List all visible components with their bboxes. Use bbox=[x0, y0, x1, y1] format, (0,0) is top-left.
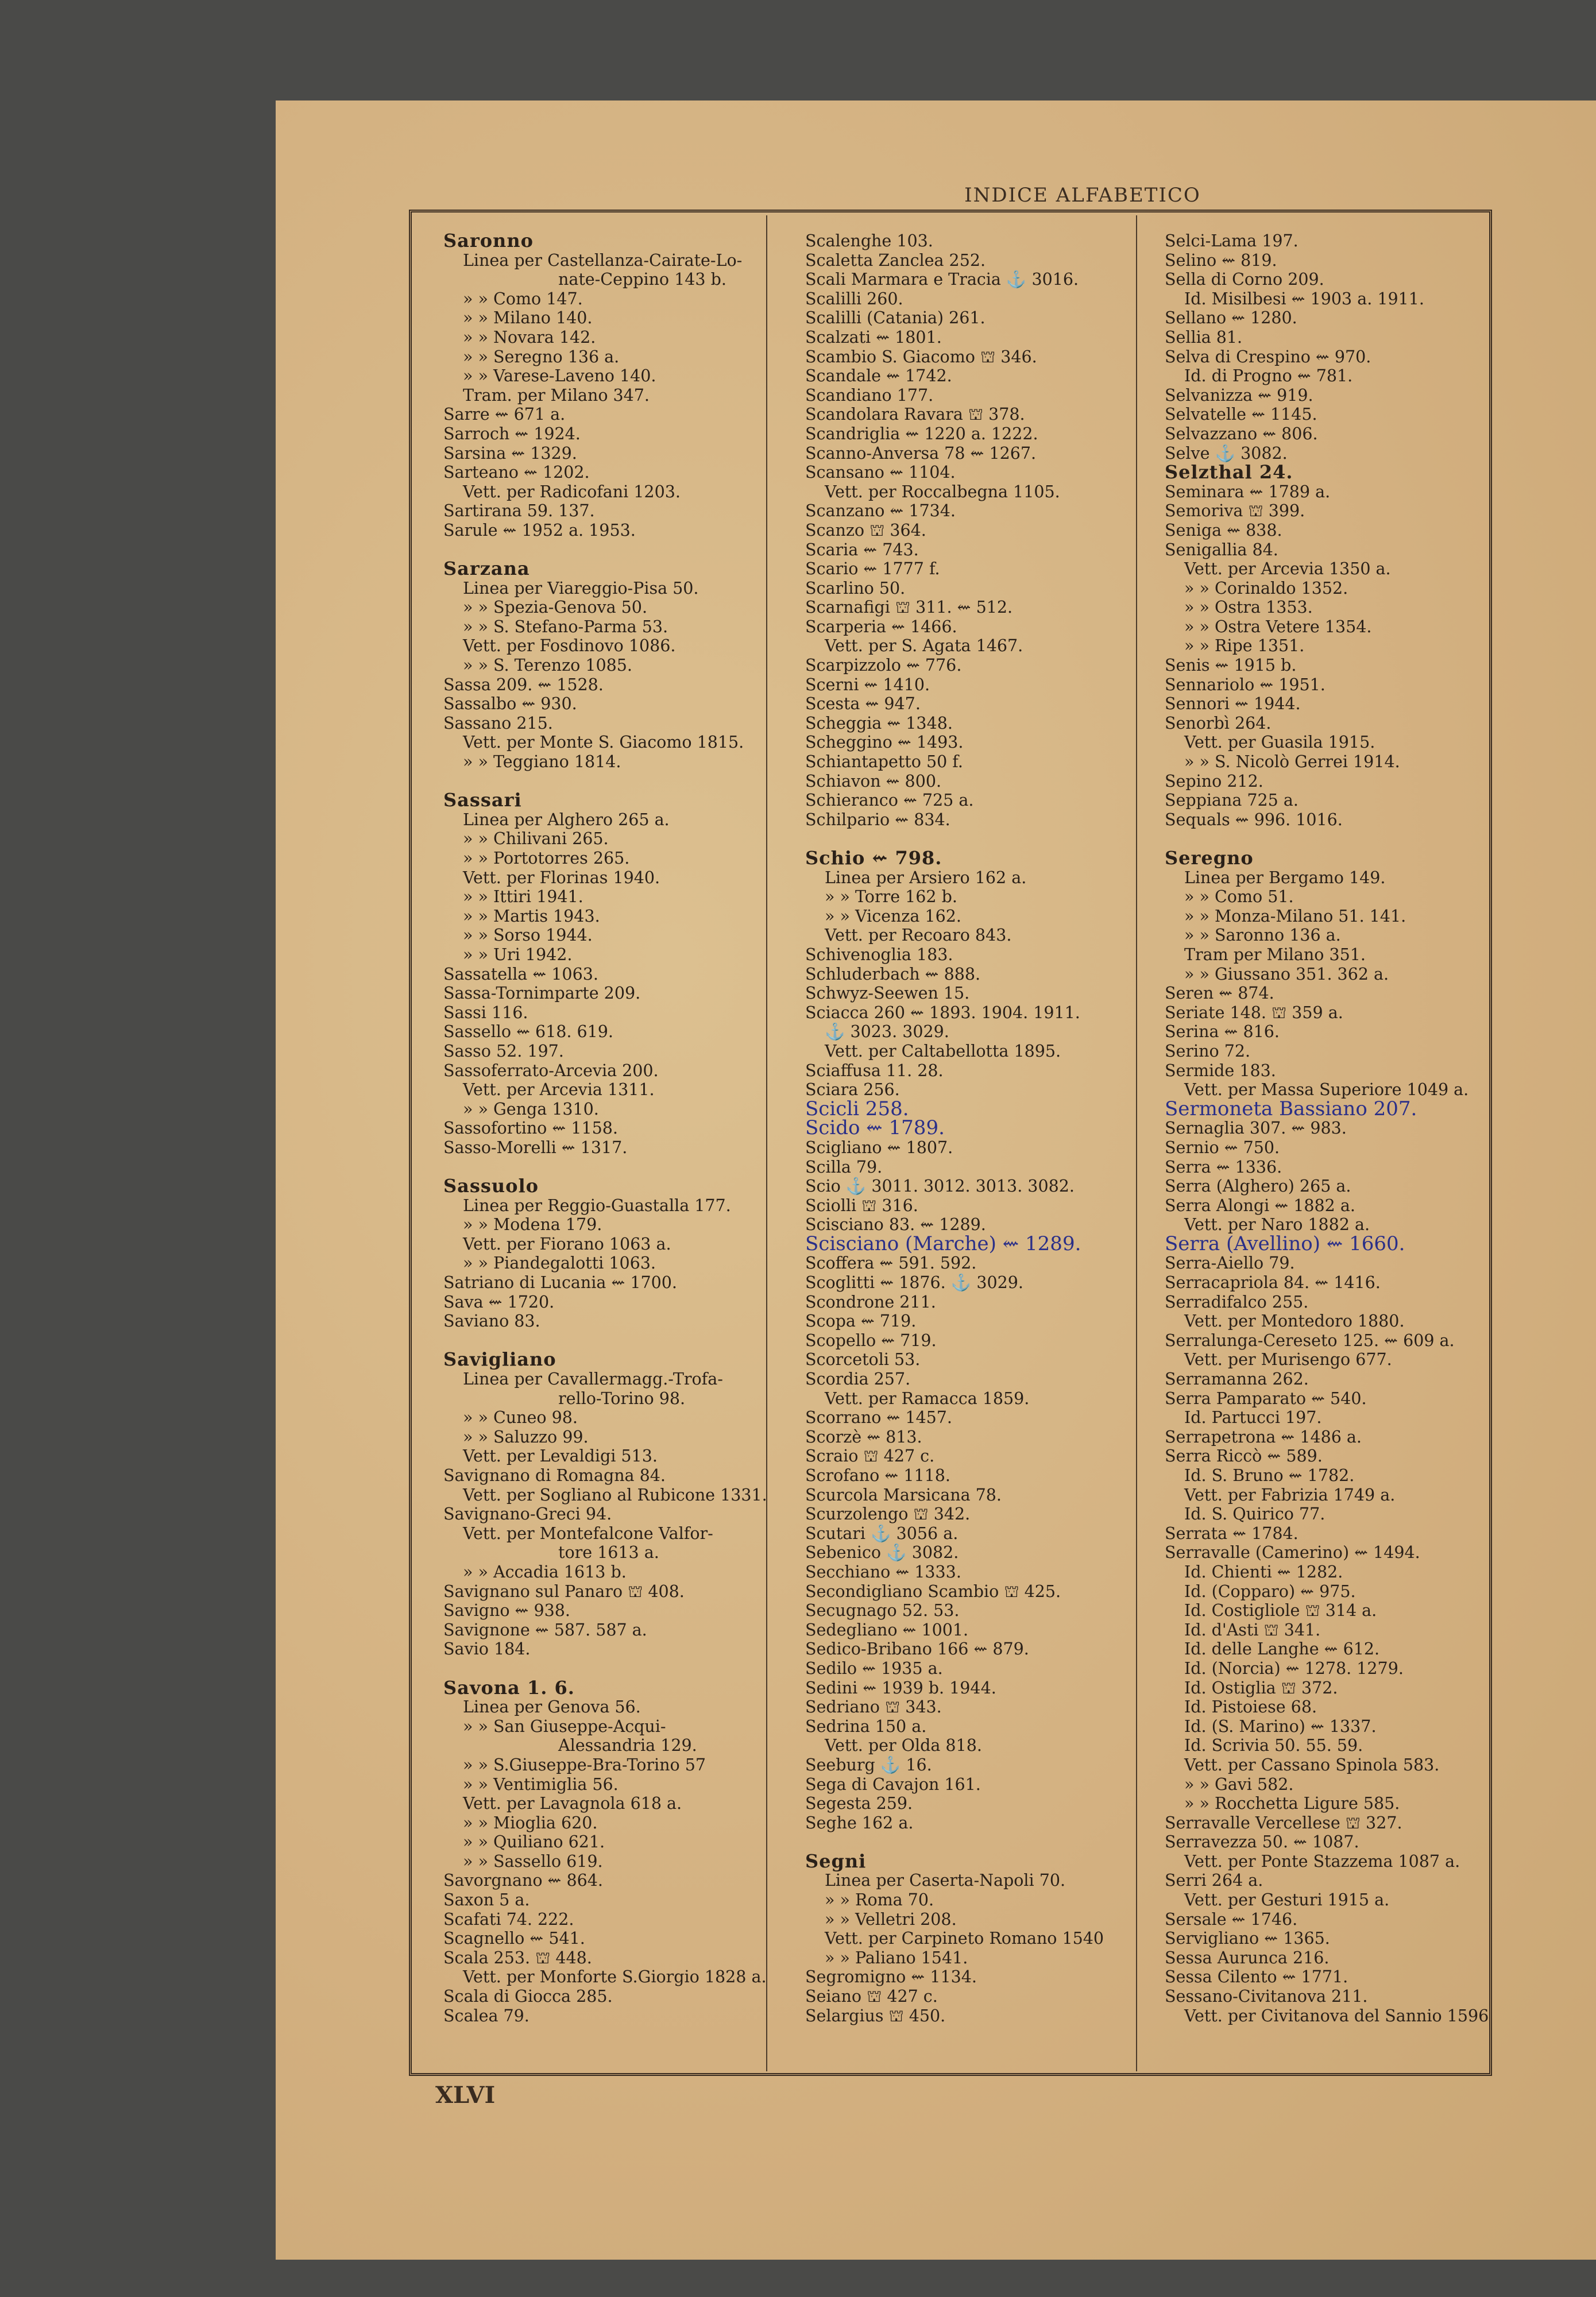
index-entry: Serra Riccò ⇜ 589. bbox=[1165, 1447, 1323, 1466]
index-entry: Satriano di Lucania ⇜ 1700. bbox=[443, 1273, 677, 1293]
index-entry: Tram. per Milano 347. bbox=[463, 385, 650, 405]
index-entry: Linea per Castellanza-Cairate-Lo- bbox=[463, 250, 743, 270]
index-entry: Scalilli 260. bbox=[805, 289, 903, 308]
index-entry: Vett. per Florinas 1940. bbox=[463, 868, 660, 887]
index-entry: Scido ⇜ 1789. bbox=[805, 1116, 945, 1140]
index-entry: » » Saluzzo 99. bbox=[463, 1427, 589, 1447]
index-entry: » » Sassello 619. bbox=[463, 1851, 603, 1871]
page-number: XLVI bbox=[435, 2082, 496, 2109]
index-entry: Sarule ⇜ 1952 a. 1953. bbox=[443, 520, 636, 540]
index-entry: Scambio S. Giacomo ⛫ 346. bbox=[805, 347, 1037, 366]
index-entry: Vett. per Levaldigi 513. bbox=[463, 1447, 658, 1466]
index-heading: Savigliano bbox=[443, 1348, 557, 1371]
index-entry: Serra (Avellino) ⇜ 1660. bbox=[1165, 1232, 1405, 1255]
index-entry bbox=[1165, 829, 1515, 849]
index-entry: Vett. per Gesturi 1915 a. bbox=[1184, 1890, 1390, 1910]
index-entry: Sciacca 260 ⇜ 1893. 1904. 1911. bbox=[805, 1003, 1080, 1022]
index-entry bbox=[443, 540, 794, 560]
index-entry: Linea per Reggio-Guastalla 177. bbox=[463, 1196, 731, 1215]
index-entry: » » Ittiri 1941. bbox=[463, 887, 583, 907]
index-entry: Scordia 257. bbox=[805, 1370, 911, 1389]
index-entry: » » Como 51. bbox=[1184, 887, 1294, 907]
index-entry: » » Rocchetta Ligure 585. bbox=[1184, 1794, 1400, 1813]
index-entry: Sersale ⇜ 1746. bbox=[1165, 1909, 1298, 1929]
index-entry: Vett. per Recoaro 843. bbox=[825, 926, 1012, 945]
index-entry: » » Teggiano 1814. bbox=[463, 752, 621, 772]
index-entry: Scandriglia ⇜ 1220 a. 1222. bbox=[805, 424, 1038, 443]
index-entry: Selci-Lama 197. bbox=[1165, 231, 1299, 250]
index-column-3 bbox=[1165, 231, 1515, 2025]
index-entry: » » Como 147. bbox=[463, 289, 583, 308]
index-entry: Scurzolengo ⛫ 342. bbox=[805, 1505, 971, 1524]
index-entry bbox=[443, 1158, 794, 1177]
index-entry: Vett. per Arcevia 1311. bbox=[463, 1080, 655, 1100]
index-entry: Scandiano 177. bbox=[805, 385, 934, 405]
index-entry: Id. (S. Marino) ⇜ 1337. bbox=[1184, 1716, 1377, 1736]
index-entry: Scicli 258. bbox=[805, 1097, 909, 1120]
index-entry: Scio ⚓ 3011. 3012. 3013. 3082. bbox=[805, 1177, 1075, 1196]
index-entry: Scali Marmara e Tracia ⚓ 3016. bbox=[805, 270, 1079, 289]
index-entry: Scopa ⇜ 719. bbox=[805, 1312, 917, 1331]
index-entry: Saxon 5 a. bbox=[443, 1890, 530, 1910]
index-entry: » » Roma 70. bbox=[825, 1890, 934, 1910]
index-entry: Scilla 79. bbox=[805, 1157, 883, 1177]
index-entry: » » Varese-Laveno 140. bbox=[463, 366, 656, 386]
index-entry: Sella di Corno 209. bbox=[1165, 270, 1324, 289]
index-entry: Scisciano (Marche) ⇜ 1289. bbox=[805, 1232, 1081, 1255]
index-entry: Serravalle Vercellese ⛫ 327. bbox=[1165, 1813, 1402, 1832]
index-entry: Vett. per Arcevia 1350 a. bbox=[1184, 559, 1391, 579]
index-entry: ⚓ 3023. 3029. bbox=[825, 1022, 949, 1042]
index-heading: Savona 1. 6. bbox=[443, 1676, 575, 1699]
index-heading: Seregno bbox=[1165, 847, 1254, 869]
index-heading: Sassari bbox=[443, 789, 522, 811]
index-entry: Serina ⇜ 816. bbox=[1165, 1022, 1280, 1042]
index-entry: Scanzano ⇜ 1734. bbox=[805, 501, 956, 521]
index-entry: Sedrina 150 a. bbox=[805, 1716, 927, 1736]
index-entry: Sarsina ⇜ 1329. bbox=[443, 443, 577, 463]
index-entry: Sassello ⇜ 618. 619. bbox=[443, 1022, 613, 1042]
index-heading: Sarzana bbox=[443, 558, 530, 580]
index-entry: Sassa-Tornimparte 209. bbox=[443, 984, 641, 1003]
index-entry: Vett. per Murisengo 677. bbox=[1184, 1350, 1392, 1370]
index-entry: Seghe 162 a. bbox=[805, 1813, 914, 1832]
index-heading: Saronno bbox=[443, 230, 534, 252]
index-entry: Vett. per Montefalcone Valfor- bbox=[463, 1523, 713, 1543]
index-entry: Segromigno ⇜ 1134. bbox=[805, 1967, 977, 1987]
index-entry: Id. Chienti ⇜ 1282. bbox=[1184, 1562, 1343, 1581]
index-entry: Vett. per Civitanova del Sannio 1596 bbox=[1184, 2006, 1489, 2025]
index-entry: Scalilli (Catania) 261. bbox=[805, 308, 986, 328]
index-entry: Sega di Cavajon 161. bbox=[805, 1774, 981, 1794]
index-entry: Id. Costigliole ⛫ 314 a. bbox=[1184, 1601, 1377, 1621]
index-entry: Sedriano ⛫ 343. bbox=[805, 1697, 942, 1717]
index-column-1 bbox=[443, 231, 794, 2025]
index-entry: Vett. per Ponte Stazzema 1087 a. bbox=[1184, 1851, 1460, 1871]
index-entry: Id. Ostiglia ⛫ 372. bbox=[1184, 1678, 1338, 1697]
index-entry: » » Vicenza 162. bbox=[825, 906, 961, 926]
index-entry: Linea per Cavallermagg.-Trofa- bbox=[463, 1370, 723, 1389]
index-entry: Scandale ⇜ 1742. bbox=[805, 366, 952, 386]
index-entry: Sedilo ⇜ 1935 a. bbox=[805, 1658, 943, 1678]
index-entry: Scarperia ⇜ 1466. bbox=[805, 617, 957, 636]
index-entry: Serracapriola 84. ⇜ 1416. bbox=[1165, 1273, 1381, 1293]
index-entry: Vett. per Roccalbegna 1105. bbox=[825, 482, 1060, 501]
index-entry: Selargius ⛫ 450. bbox=[805, 2006, 946, 2025]
index-entry: » » Ventimiglia 56. bbox=[463, 1774, 619, 1794]
index-entry: » » Spezia-Genova 50. bbox=[463, 598, 648, 617]
index-entry: Vett. per Monte S. Giacomo 1815. bbox=[463, 733, 744, 752]
index-entry: Scondrone 211. bbox=[805, 1292, 936, 1312]
index-entry: Id. (Norcia) ⇜ 1278. 1279. bbox=[1184, 1658, 1404, 1678]
index-entry: Vett. per Guasila 1915. bbox=[1184, 733, 1375, 752]
index-entry: Vett. per Radicofani 1203. bbox=[463, 482, 681, 501]
index-entry: Scaletta Zanclea 252. bbox=[805, 250, 986, 270]
index-entry: Scrofano ⇜ 1118. bbox=[805, 1466, 950, 1485]
index-entry: Sassi 116. bbox=[443, 1003, 528, 1022]
index-entry: Serradifalco 255. bbox=[1165, 1292, 1309, 1312]
index-entry: Serramanna 262. bbox=[1165, 1370, 1309, 1389]
index-entry: Sessa Cilento ⇜ 1771. bbox=[1165, 1967, 1348, 1987]
index-entry: Scaria ⇜ 743. bbox=[805, 540, 919, 559]
index-entry: Vett. per Ramacca 1859. bbox=[825, 1389, 1030, 1408]
index-entry: Selvanizza ⇜ 919. bbox=[1165, 385, 1313, 405]
index-entry: Vett. per Carpineto Romano 1540 bbox=[825, 1929, 1104, 1948]
index-entry: Vett. per Cassano Spinola 583. bbox=[1184, 1755, 1440, 1774]
index-entry: Id. Partucci 197. bbox=[1184, 1408, 1322, 1428]
index-entry: » » Genga 1310. bbox=[463, 1099, 599, 1119]
index-entry: Vett. per Fiorano 1063 a. bbox=[463, 1234, 671, 1254]
index-entry: Serralunga-Cereseto 125. ⇜ 609 a. bbox=[1165, 1331, 1455, 1350]
index-entry: Schilpario ⇜ 834. bbox=[805, 810, 950, 829]
index-entry: rello-Torino 98. bbox=[558, 1389, 686, 1408]
index-entry: Linea per Caserta-Napoli 70. bbox=[825, 1871, 1066, 1890]
index-entry: » » Ripe 1351. bbox=[1184, 636, 1305, 656]
index-entry: » » S. Stefano-Parma 53. bbox=[463, 617, 668, 636]
index-entry: Sennori ⇜ 1944. bbox=[1165, 694, 1301, 714]
index-entry: Vett. per Monforte S.Giorgio 1828 a. bbox=[463, 1967, 767, 1987]
index-entry: Savigno ⇜ 938. bbox=[443, 1601, 570, 1621]
index-entry: Id. Scrivia 50. 55. 59. bbox=[1184, 1736, 1363, 1755]
index-entry: Seminara ⇜ 1789 a. bbox=[1165, 482, 1331, 501]
index-entry: » » Paliano 1541. bbox=[825, 1948, 968, 1967]
index-entry: Serra-Aiello 79. bbox=[1165, 1254, 1295, 1273]
index-entry: Sava ⇜ 1720. bbox=[443, 1292, 555, 1312]
index-entry: Schieranco ⇜ 725 a. bbox=[805, 791, 974, 810]
index-entry: Id. S. Quirico 77. bbox=[1184, 1505, 1326, 1524]
index-entry: Scorrano ⇜ 1457. bbox=[805, 1408, 952, 1428]
index-entry: Seriate 148. ⛫ 359 a. bbox=[1165, 1003, 1343, 1022]
index-entry: Vett. per Caltabellotta 1895. bbox=[825, 1041, 1061, 1061]
index-entry: » » Cuneo 98. bbox=[463, 1408, 578, 1428]
index-entry: Savio 184. bbox=[443, 1639, 531, 1659]
index-entry: » » Velletri 208. bbox=[825, 1909, 957, 1929]
index-entry: Sarteano ⇜ 1202. bbox=[443, 463, 590, 482]
index-entry: » » Milano 140. bbox=[463, 308, 593, 328]
index-entry: Scanzo ⛫ 364. bbox=[805, 520, 926, 540]
index-entry bbox=[443, 772, 794, 791]
index-entry: Serra Pamparato ⇜ 540. bbox=[1165, 1389, 1367, 1408]
index-entry: Id. Pistoiese 68. bbox=[1184, 1697, 1317, 1717]
index-entry: » » Gavi 582. bbox=[1184, 1774, 1294, 1794]
index-entry: Id. delle Langhe ⇜ 612. bbox=[1184, 1639, 1380, 1659]
index-entry: » » S.Giuseppe-Bra-Torino 57 bbox=[463, 1755, 706, 1774]
index-entry: Scansano ⇜ 1104. bbox=[805, 463, 956, 482]
index-entry: » » Chilivani 265. bbox=[463, 829, 609, 849]
index-entry: Linea per Viareggio-Pisa 50. bbox=[463, 578, 699, 598]
index-entry: Saviano 83. bbox=[443, 1312, 540, 1331]
index-entry: Senis ⇜ 1915 b. bbox=[1165, 656, 1297, 675]
index-entry: Sequals ⇜ 996. 1016. bbox=[1165, 810, 1343, 829]
index-entry: Serravalle (Camerino) ⇜ 1494. bbox=[1165, 1543, 1420, 1563]
index-entry: Id. S. Bruno ⇜ 1782. bbox=[1184, 1466, 1355, 1485]
index-entry: Serri 264 a. bbox=[1165, 1871, 1263, 1890]
index-entry: Serra Alongi ⇜ 1882 a. bbox=[1165, 1196, 1355, 1215]
index-entry: nate-Ceppino 143 b. bbox=[558, 270, 726, 289]
index-entry: Vett. per Fosdinovo 1086. bbox=[463, 636, 676, 656]
index-entry: Semoriva ⛫ 399. bbox=[1165, 501, 1305, 521]
index-entry: » » Martis 1943. bbox=[463, 906, 600, 926]
index-entry: » » Ostra 1353. bbox=[1184, 598, 1313, 617]
index-entry: Sciara 256. bbox=[805, 1080, 900, 1100]
index-entry: Scalea 79. bbox=[443, 2006, 530, 2025]
index-entry: Scandolara Ravara ⛫ 378. bbox=[805, 405, 1025, 424]
index-entry: Secugnago 52. 53. bbox=[805, 1601, 960, 1621]
index-entry: Sciaffusa 11. 28. bbox=[805, 1061, 944, 1080]
page bbox=[276, 100, 1596, 2260]
index-entry: Selino ⇜ 819. bbox=[1165, 250, 1277, 270]
index-entry: Sermoneta Bassiano 207. bbox=[1165, 1097, 1417, 1120]
index-entry: Vett. per Lavagnola 618 a. bbox=[463, 1794, 682, 1813]
index-entry: Serra ⇜ 1336. bbox=[1165, 1157, 1282, 1177]
index-entry bbox=[805, 1832, 1156, 1852]
index-entry: Schwyz-Seewen 15. bbox=[805, 984, 970, 1003]
index-heading: Selzthal 24. bbox=[1165, 461, 1293, 484]
index-entry: Scheggino ⇜ 1493. bbox=[805, 733, 964, 752]
index-entry: Sernaglia 307. ⇜ 983. bbox=[1165, 1119, 1347, 1138]
index-entry: Sessano-Civitanova 211. bbox=[1165, 1987, 1368, 2006]
index-entry: » » Accadia 1613 b. bbox=[463, 1562, 627, 1581]
index-entry: » » Novara 142. bbox=[463, 327, 596, 347]
index-entry: Sellano ⇜ 1280. bbox=[1165, 308, 1297, 328]
index-column-2 bbox=[805, 231, 1156, 2025]
index-entry: Scerni ⇜ 1410. bbox=[805, 675, 930, 694]
index-entry: Savignano di Romagna 84. bbox=[443, 1466, 666, 1485]
index-entry: » » San Giuseppe-Acqui- bbox=[463, 1716, 666, 1736]
index-entry: Scarnafigi ⛫ 311. ⇜ 512. bbox=[805, 598, 1013, 617]
index-entry: Seniga ⇜ 838. bbox=[1165, 520, 1282, 540]
index-entry: Savignone ⇜ 587. 587 a. bbox=[443, 1620, 647, 1639]
index-entry: Sarre ⇜ 671 a. bbox=[443, 405, 566, 424]
index-entry: Secchiano ⇜ 1333. bbox=[805, 1562, 961, 1581]
index-heading: Segni bbox=[805, 1850, 867, 1872]
index-entry: Sartirana 59. 137. bbox=[443, 501, 595, 521]
index-entry: Sedico-Bribano 166 ⇜ 879. bbox=[805, 1639, 1029, 1659]
index-entry: Tram per Milano 351. bbox=[1184, 945, 1366, 964]
index-entry: Selva di Crespino ⇜ 970. bbox=[1165, 347, 1371, 366]
index-entry: » » Saronno 136 a. bbox=[1184, 926, 1341, 945]
index-entry: Seren ⇜ 874. bbox=[1165, 984, 1274, 1003]
index-entry: Scafati 74. 222. bbox=[443, 1909, 574, 1929]
index-entry: Savignano-Greci 94. bbox=[443, 1505, 612, 1524]
index-entry: Id. di Progno ⇜ 781. bbox=[1184, 366, 1353, 386]
index-entry: » » S. Terenzo 1085. bbox=[463, 656, 632, 675]
index-entry: Scanno-Anversa 78 ⇜ 1267. bbox=[805, 443, 1037, 463]
index-entry: » » Seregno 136 a. bbox=[463, 347, 620, 366]
index-entry: Vett. per S. Agata 1467. bbox=[825, 636, 1023, 656]
index-entry: Scigliano ⇜ 1807. bbox=[805, 1138, 953, 1157]
index-heading: Schio ⇜ 798. bbox=[805, 847, 942, 869]
index-entry: Schivenoglia 183. bbox=[805, 945, 953, 964]
index-entry: Alessandria 129. bbox=[558, 1736, 697, 1755]
index-entry: Scalzati ⇜ 1801. bbox=[805, 327, 942, 347]
index-entry: Scopello ⇜ 719. bbox=[805, 1331, 937, 1350]
index-entry: » » Piandegalotti 1063. bbox=[463, 1254, 656, 1273]
index-entry: Sassano 215. bbox=[443, 713, 553, 733]
index-entry: Seeburg ⚓ 16. bbox=[805, 1755, 932, 1774]
index-entry: Scalenghe 103. bbox=[805, 231, 933, 250]
index-entry: Scala 253. ⛫ 448. bbox=[443, 1948, 592, 1967]
index-entry: Sellia 81. bbox=[1165, 327, 1243, 347]
index-entry: Scarlino 50. bbox=[805, 578, 906, 598]
index-entry: Sernio ⇜ 750. bbox=[1165, 1138, 1280, 1157]
index-entry: Senorbì 264. bbox=[1165, 713, 1272, 733]
index-entry: Sarroch ⇜ 1924. bbox=[443, 424, 581, 443]
index-entry: » » Monza-Milano 51. 141. bbox=[1184, 906, 1406, 926]
index-entry: Selve ⚓ 3082. bbox=[1165, 443, 1288, 463]
index-entry: Vett. per Montedoro 1880. bbox=[1184, 1312, 1405, 1331]
index-entry bbox=[805, 829, 1156, 849]
index-entry: Sermide 183. bbox=[1165, 1061, 1276, 1080]
index-entry: Scala di Giocca 285. bbox=[443, 1987, 613, 2006]
index-entry: Vett. per Naro 1882 a. bbox=[1184, 1215, 1370, 1235]
index-entry: Serravezza 50. ⇜ 1087. bbox=[1165, 1832, 1359, 1852]
index-entry: Sassa 209. ⇜ 1528. bbox=[443, 675, 604, 694]
index-entry: Sassoferrato-Arcevia 200. bbox=[443, 1061, 659, 1080]
index-entry: Scheggia ⇜ 1348. bbox=[805, 713, 953, 733]
index-entry: Sasso 52. 197. bbox=[443, 1041, 564, 1061]
index-entry: Vett. per Olda 818. bbox=[825, 1736, 982, 1755]
index-entry: Vett. per Fabrizia 1749 a. bbox=[1184, 1485, 1396, 1505]
index-entry: » » Modena 179. bbox=[463, 1215, 602, 1235]
index-entry: » » S. Nicolò Gerrei 1914. bbox=[1184, 752, 1400, 772]
index-entry: » » Quiliano 621. bbox=[463, 1832, 605, 1852]
index-entry: Schiavon ⇜ 800. bbox=[805, 771, 942, 791]
index-entry: Sassatella ⇜ 1063. bbox=[443, 964, 598, 984]
index-entry: Selvatelle ⇜ 1145. bbox=[1165, 405, 1317, 424]
index-entry: Sebenico ⚓ 3082. bbox=[805, 1543, 959, 1563]
index-entry: Secondigliano Scambio ⛫ 425. bbox=[805, 1581, 1061, 1601]
index-entry: Scagnello ⇜ 541. bbox=[443, 1929, 585, 1948]
index-entry: Linea per Alghero 265 a. bbox=[463, 810, 670, 829]
index-entry: Serrata ⇜ 1784. bbox=[1165, 1523, 1299, 1543]
index-entry: Scurcola Marsicana 78. bbox=[805, 1485, 1002, 1505]
index-entry: Senigallia 84. bbox=[1165, 540, 1278, 559]
index-entry bbox=[443, 1331, 794, 1351]
index-entry: Linea per Bergamo 149. bbox=[1184, 868, 1386, 887]
index-entry: Scoffera ⇜ 591. 592. bbox=[805, 1254, 977, 1273]
index-entry: » » Giussano 351. 362 a. bbox=[1184, 964, 1389, 984]
index-entry: Scraio ⛫ 427 c. bbox=[805, 1447, 935, 1466]
index-entry: Scario ⇜ 1777 f. bbox=[805, 559, 940, 579]
index-entry: Sciolli ⛫ 316. bbox=[805, 1196, 918, 1215]
index-entry: » » Portotorres 265. bbox=[463, 849, 630, 868]
index-entry: Sepino 212. bbox=[1165, 771, 1263, 791]
index-entry: Linea per Genova 56. bbox=[463, 1697, 641, 1717]
index-entry: Sedini ⇜ 1939 b. 1944. bbox=[805, 1678, 996, 1697]
index-entry: » » Corinaldo 1352. bbox=[1184, 578, 1348, 598]
index-entry bbox=[443, 1659, 794, 1679]
index-entry: Sennariolo ⇜ 1951. bbox=[1165, 675, 1326, 694]
index-entry: Scorcetoli 53. bbox=[805, 1350, 921, 1370]
index-entry: Scisciano 83. ⇜ 1289. bbox=[805, 1215, 986, 1235]
index-entry: Schluderbach ⇜ 888. bbox=[805, 964, 981, 984]
index-entry: tore 1613 a. bbox=[558, 1543, 659, 1563]
index-entry: Schiantapetto 50 f. bbox=[805, 752, 963, 772]
index-heading: Sassuolo bbox=[443, 1175, 539, 1197]
index-entry: Sedegliano ⇜ 1001. bbox=[805, 1620, 969, 1639]
index-entry: Seiano ⛫ 427 c. bbox=[805, 1987, 938, 2006]
index-entry: Savorgnano ⇜ 864. bbox=[443, 1871, 603, 1890]
index-entry: Vett. per Massa Superiore 1049 a. bbox=[1184, 1080, 1469, 1100]
index-entry: » » Mioglia 620. bbox=[463, 1813, 598, 1832]
index-entry: Serrapetrona ⇜ 1486 a. bbox=[1165, 1427, 1362, 1447]
index-entry: » » Torre 162 b. bbox=[825, 887, 957, 907]
index-entry: Sassalbo ⇜ 930. bbox=[443, 694, 577, 714]
index-entry: Id. d'Asti ⛫ 341. bbox=[1184, 1620, 1321, 1639]
index-entry: Sassofortino ⇜ 1158. bbox=[443, 1119, 618, 1138]
index-entry: Sessa Aurunca 216. bbox=[1165, 1948, 1330, 1967]
index-entry: Vett. per Sogliano al Rubicone 1331. bbox=[463, 1485, 767, 1505]
index-entry: Scesta ⇜ 947. bbox=[805, 694, 921, 714]
index-entry: Selvazzano ⇜ 806. bbox=[1165, 424, 1318, 443]
index-entry: Seppiana 725 a. bbox=[1165, 791, 1299, 810]
index-entry: Scoglitti ⇜ 1876. ⚓ 3029. bbox=[805, 1273, 1023, 1293]
index-entry: Segesta 259. bbox=[805, 1794, 913, 1813]
index-entry: » » Uri 1942. bbox=[463, 945, 573, 964]
index-entry: Scutari ⚓ 3056 a. bbox=[805, 1523, 959, 1543]
index-entry: Serra (Alghero) 265 a. bbox=[1165, 1177, 1351, 1196]
index-entry: Sasso-Morelli ⇜ 1317. bbox=[443, 1138, 628, 1157]
page-header: INDICE ALFABETICO bbox=[964, 184, 1201, 207]
index-entry: Servigliano ⇜ 1365. bbox=[1165, 1929, 1330, 1948]
index-entry: » » Sorso 1944. bbox=[463, 926, 593, 945]
index-entry: Id. Misilbesi ⇜ 1903 a. 1911. bbox=[1184, 289, 1424, 308]
index-entry: Scorzè ⇜ 813. bbox=[805, 1427, 922, 1447]
index-entry: Scarpizzolo ⇜ 776. bbox=[805, 656, 962, 675]
index-entry: Savignano sul Panaro ⛫ 408. bbox=[443, 1581, 685, 1601]
index-entry: » » Ostra Vetere 1354. bbox=[1184, 617, 1372, 636]
index-entry: Id. (Copparo) ⇜ 975. bbox=[1184, 1581, 1356, 1601]
index-entry: Serino 72. bbox=[1165, 1041, 1251, 1061]
index-entry: Linea per Arsiero 162 a. bbox=[825, 868, 1027, 887]
